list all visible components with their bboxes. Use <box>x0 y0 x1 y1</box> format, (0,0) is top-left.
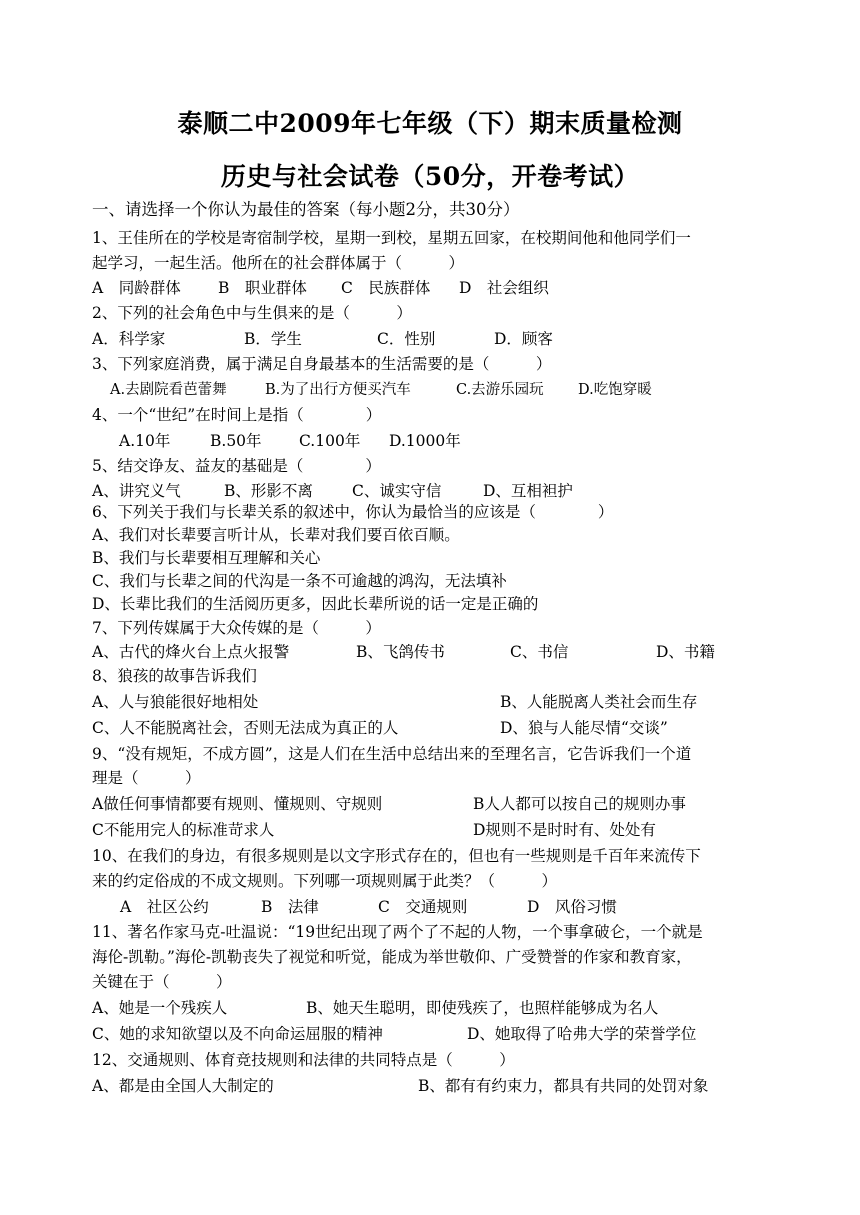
question-11-option-b: B、她天生聪明，即使残疾了，也照样能够成为名人 <box>306 999 659 1017</box>
question-9-text-cont: 理是（ ） <box>92 769 201 787</box>
question-2-option-c: C．性别 <box>377 330 436 348</box>
question-2-option-d: D．顾客 <box>494 330 553 348</box>
question-5-option-d: D、互相袒护 <box>483 482 573 500</box>
question-9-option-b: B人人都可以按自己的规则办事 <box>473 795 686 813</box>
question-2-option-b: B．学生 <box>244 330 302 348</box>
question-4-option-d: D.1000年 <box>389 432 461 450</box>
question-10-option-b: B 法律 <box>261 898 319 916</box>
question-7-option-c: C、书信 <box>510 643 569 661</box>
page-title: 泰顺二中2009年七年级（下）期末质量检测 <box>177 109 683 138</box>
question-10-text: 10、在我们的身边，有很多规则是以文字形式存在的，但也有一些规则是千百年来流传下 <box>92 847 701 865</box>
question-12-option-b: B、都有有约束力，都具有共同的处罚对象 <box>418 1077 709 1095</box>
question-5-option-b: B、形影不离 <box>224 482 313 500</box>
question-6-option-c: C、我们与长辈之间的代沟是一条不可逾越的鸿沟，无法填补 <box>92 572 507 590</box>
question-1-text: 1、王佳所在的学校是寄宿制学校，星期一到校，星期五回家，在校期间他和他同学们一 <box>92 229 691 247</box>
question-11-text-cont2: 关键在于（ ） <box>92 973 232 991</box>
question-9-text: 9、“没有规矩，不成方圆”，这是人们在生活中总结出来的至理名言，它告诉我们一个道 <box>92 745 692 763</box>
question-3-option-a: A.去剧院看芭蕾舞 <box>110 382 227 398</box>
question-4-text: 4、一个“世纪”在时间上是指（ ） <box>92 406 382 424</box>
question-6-text: 6、下列关于我们与长辈关系的叙述中，你认为最恰当的应该是（ ） <box>92 503 614 521</box>
question-11-option-d: D、她取得了哈弗大学的荣誉学位 <box>467 1025 697 1043</box>
question-7-text: 7、下列传媒属于大众传媒的是（ ） <box>92 619 381 637</box>
question-12-text: 12、交通规则、体育竞技规则和法律的共同特点是（ ） <box>92 1051 515 1069</box>
question-1-option-a: A 同龄群体 <box>92 279 181 297</box>
question-7-option-b: B、飞鸽传书 <box>356 643 445 661</box>
question-8-option-d: D、狼与人能尽情“交谈” <box>500 719 668 737</box>
section-heading: 一、请选择一个你认为最佳的答案（每小题2分，共30分） <box>92 200 520 219</box>
question-2-option-a: A．科学家 <box>92 330 166 348</box>
question-3-text: 3、下列家庭消费，属于满足自身最基本的生活需要的是（ ） <box>92 355 552 373</box>
question-11-text-cont: 海伦-凯勒。”海伦-凯勒丧失了视觉和听觉，能成为举世敬仰、广受赞誉的作家和教育家， <box>92 948 692 966</box>
question-6-option-a: A、我们对长辈要言听计从，长辈对我们要百依百顺。 <box>92 526 460 544</box>
question-5-text: 5、结交诤友、益友的基础是（ ） <box>92 457 381 475</box>
question-8-option-b: B、人能脱离人类社会而生存 <box>500 693 698 711</box>
question-4-option-a: A.10年 <box>119 432 171 450</box>
question-5-option-c: C、诚实守信 <box>352 482 442 500</box>
question-2-text: 2、下列的社会角色中与生俱来的是（ ） <box>92 304 412 322</box>
question-8-text: 8、狼孩的故事告诉我们 <box>92 667 257 685</box>
question-11-option-a: A、她是一个残疾人 <box>92 999 228 1017</box>
question-4-option-c: C.100年 <box>299 432 361 450</box>
page-subtitle: 历史与社会试卷（50分，开卷考试） <box>220 162 640 191</box>
question-3-option-c: C.去游乐园玩 <box>456 382 544 398</box>
question-1-option-b: B 职业群体 <box>218 279 307 297</box>
question-10-option-d: D 风俗习惯 <box>527 898 617 916</box>
question-10-option-c: C 交通规则 <box>378 898 468 916</box>
question-9-option-d: D规则不是时时有、处处有 <box>473 821 656 839</box>
question-7-option-d: D、书籍 <box>656 643 715 661</box>
question-8-option-c: C、人不能脱离社会，否则无法成为真正的人 <box>92 719 399 737</box>
question-8-option-a: A、人与狼能很好地相处 <box>92 693 259 711</box>
question-7-option-a: A、古代的烽火台上点火报警 <box>92 643 290 661</box>
question-6-option-d: D、长辈比我们的生活阅历更多，因此长辈所说的话一定是正确的 <box>92 595 539 613</box>
question-1-option-d: D 社会组织 <box>459 279 549 297</box>
question-5-option-a: A、讲究义气 <box>92 482 181 500</box>
question-11-text: 11、著名作家马克-吐温说：“19世纪出现了两个了不起的人物，一个事拿破仑，一个就是 <box>92 923 703 941</box>
question-1-option-c: C 民族群体 <box>341 279 431 297</box>
question-12-option-a: A、都是由全国人大制定的 <box>92 1077 274 1095</box>
question-9-option-a: A做任何事情都要有规则、懂规则、守规则 <box>92 795 383 813</box>
question-1-text-cont: 起学习，一起生活。他所在的社会群体属于（ ） <box>92 254 465 272</box>
question-4-option-b: B.50年 <box>210 432 262 450</box>
question-3-option-d: D.吃饱穿暖 <box>578 382 652 398</box>
question-6-option-b: B、我们与长辈要相互理解和关心 <box>92 549 321 567</box>
question-9-option-c: C不能用完人的标准苛求人 <box>92 821 275 839</box>
question-11-option-c: C、她的求知欲望以及不向命运屈服的精神 <box>92 1025 383 1043</box>
question-3-option-b: B.为了出行方便买汽车 <box>265 382 411 398</box>
question-10-text-cont: 来的约定俗成的不成文规则。下列哪一项规则属于此类？（ ） <box>92 872 558 890</box>
question-10-option-a: A 社区公约 <box>120 898 209 916</box>
